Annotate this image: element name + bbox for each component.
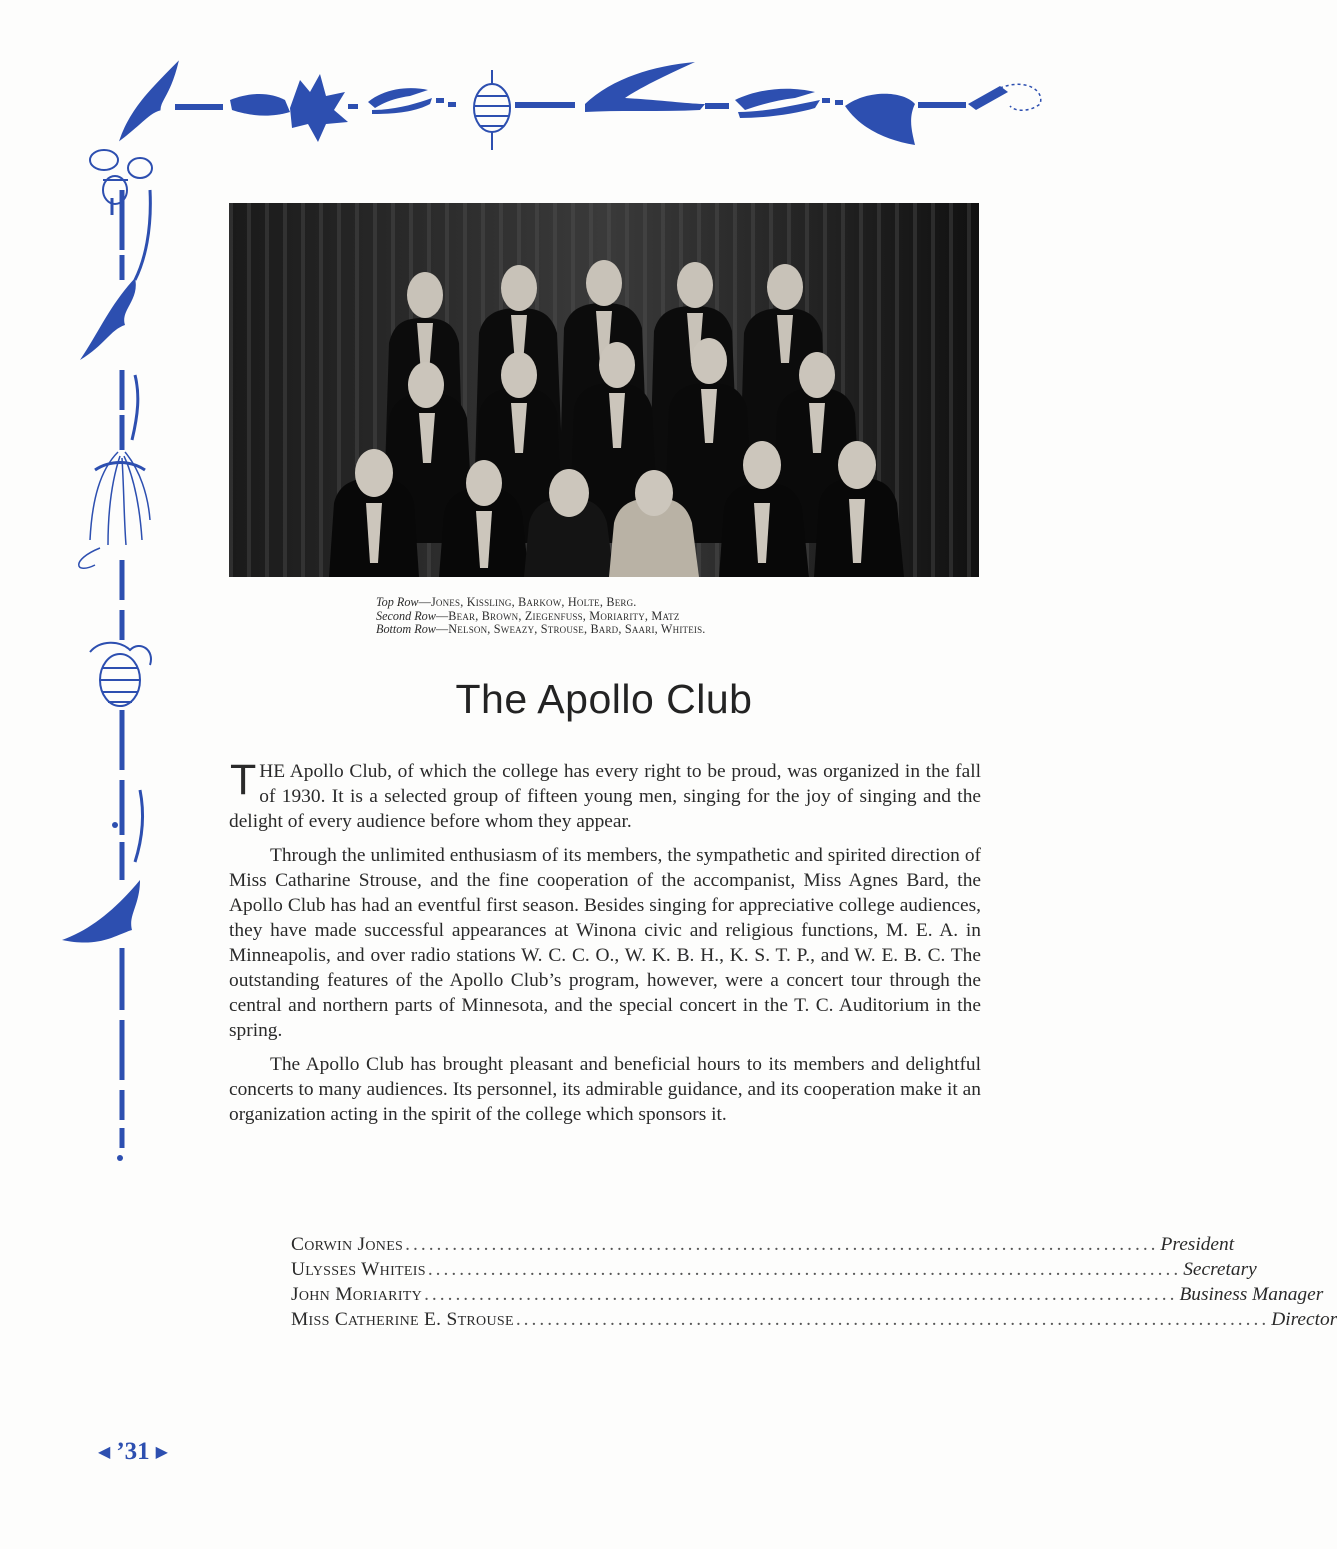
officer-row [291, 1257, 1257, 1282]
officer-name: Corwin Jones [291, 1234, 404, 1255]
officer-row [291, 1232, 1235, 1257]
officer-role: Secretary [1183, 1259, 1257, 1280]
officer-role: Business Manager [1179, 1284, 1324, 1305]
paragraph-text: HE Apollo Club, of which the college has every right to be proud, was organized in the fall of 1930. It is a selected group of fifteen young men, singing for the joy of singing and the delight of every audience before whom they appear. [229, 761, 981, 832]
officer-row [291, 1282, 1324, 1307]
pine-cone-icon [474, 70, 510, 150]
ornament-right-icon: ▶︎ [155, 1444, 168, 1461]
holly-leaf-icon [120, 62, 178, 140]
oak-leaf-icon [290, 74, 348, 142]
folio-year: ’31 [116, 1438, 150, 1465]
photo-caption [376, 596, 896, 637]
paragraph: Through the unlimited enthusiasm of its members, the sympathetic and spirited direction of Miss Catharine Strouse, and the fine cooperation of the accompanist, Miss Agnes Bard, the Apollo Club has had an eventful first season. Besides singing for appreciative college audiences, they have made successful appearances at Winona civic and religious functions, M. E. A. in Minneapolis, and over radio stations W. C. C. O., W. K. B. H., K. S. T. P., and W. E. B. C. The outstanding features of the Apollo Club’s program, however, were a concert tour through the central and northern parts of Minnesota, and the special concert in the T. C. Auditorium in the spring. [229, 845, 981, 1041]
officers-list [291, 1232, 1337, 1332]
group-photograph [229, 203, 979, 577]
caption-row-label: Top Row [376, 595, 419, 609]
caption-row [376, 610, 896, 624]
caption-row-label: Second Row [376, 608, 436, 623]
leader-dots: ................................................................................................ [427, 1259, 1182, 1280]
officer-row [291, 1307, 1337, 1332]
paragraph [229, 756, 981, 834]
drop-cap: T [230, 756, 257, 804]
holly-leaf-icon [62, 880, 140, 943]
pine-cone-icon [90, 643, 151, 706]
article-body [229, 756, 981, 1136]
page-title: The Apollo Club [455, 676, 753, 722]
leader-dots: ................................................................................................ [515, 1309, 1270, 1330]
caption-row-label: Bottom Row [376, 622, 436, 636]
officer-name: Miss Catherine E. Strouse [291, 1309, 514, 1330]
caption-row-names: —Jones, Kissling, Barkow, Holte, Berg. [418, 595, 637, 609]
paragraph: The Apollo Club has brought pleasant and beneficial hours to its members and delightful concerts to many audiences. Its personnel, its admirable guidance, and its cooperation make it an organization acting in the spirit of the college which sponsors it. [229, 1054, 981, 1125]
leader-dots: ................................................................................................ [405, 1234, 1159, 1255]
caption-row [376, 623, 896, 637]
page-folio [92, 1438, 174, 1466]
caption-row-names: —Bear, Brown, Ziegenfuss, Moriarity, Matz [435, 608, 680, 623]
officer-name: Ulysses Whiteis [291, 1259, 426, 1280]
officer-name: John Moriarity [291, 1284, 423, 1305]
caption-row-names: —Nelson, Sweazy, Strouse, Bard, Saari, Whiteis. [435, 622, 706, 636]
tassel-icon [79, 452, 150, 568]
officer-role: President [1160, 1234, 1235, 1255]
officer-role: Director [1271, 1309, 1337, 1330]
ornament-left-icon: ◀︎ [98, 1444, 111, 1461]
holly-leaf-icon [80, 278, 136, 360]
leader-dots: ................................................................................................ [424, 1284, 1178, 1305]
caption-row [376, 596, 896, 610]
